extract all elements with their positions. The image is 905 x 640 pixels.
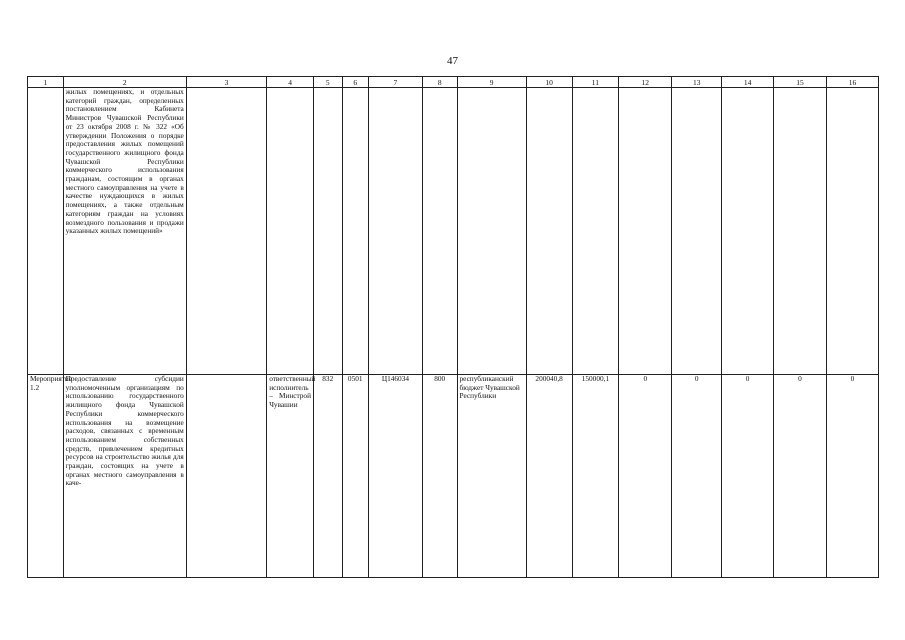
cell-amount: 150000,1: [572, 375, 619, 578]
cell-event: [28, 88, 64, 375]
cell: [572, 88, 619, 375]
cell-amount: 0: [672, 375, 722, 578]
cell: [526, 88, 572, 375]
cell-amount: 0: [774, 375, 827, 578]
cell-event: Мероприятие 1.2: [28, 375, 64, 578]
cell-source: республиканский бюджет Чувашской Республики: [457, 375, 526, 578]
table-header-row: [28, 77, 879, 88]
cell: [314, 88, 343, 375]
cell: [422, 88, 457, 375]
page-number: 47: [447, 55, 458, 67]
cell-description: жилых помещениях, и отдельных категорий граждан, определенных постановлением Кабинета Министров Чувашской Республики от 23 октября 2008 г. № 322 «Об утверждении Положения о порядке предоставления жилых помещений государственного жилищного фонда Чувашской Республики коммерческого использования гражданам, состоящим в органах местного самоуправления на учете в качестве нуждающихся в жилых помещениях, а также отдельным категориям граждан на условиях возмездного пользования и продажи указанных жилых помещений»: [63, 88, 186, 375]
cell-amount: 0: [722, 375, 774, 578]
col-header: 11: [572, 77, 619, 88]
col-header: 14: [722, 77, 774, 88]
col-header: 7: [368, 77, 422, 88]
cell: [368, 88, 422, 375]
cell: [267, 88, 314, 375]
col-header: 15: [774, 77, 827, 88]
cell: [826, 88, 878, 375]
cell-description: Предоставление субсидии уполномоченным организациям по использованию государственного жилищного фонда Чувашской Республики коммерческого использования на возмещение расходов, связанных с временным использованием собственных средств, привлечением кредитных ресурсов на строительство жилья для граждан, состоящих на учете в органах местного самоуправления в каче-: [63, 375, 186, 578]
cell-responsible: ответственный исполнитель – Минстрой Чувашии: [267, 375, 314, 578]
cell: [342, 88, 368, 375]
cell: [619, 88, 672, 375]
col-header: 16: [826, 77, 878, 88]
cell-code: Ц146034: [368, 375, 422, 578]
cell-amount: 0: [826, 375, 878, 578]
cell: [186, 88, 266, 375]
cell: [186, 375, 266, 578]
col-header: 9: [457, 77, 526, 88]
table-row: [28, 375, 879, 578]
cell-code: 800: [422, 375, 457, 578]
col-header: 2: [63, 77, 186, 88]
cell: [774, 88, 827, 375]
cell: [672, 88, 722, 375]
col-header: 8: [422, 77, 457, 88]
cell: [457, 88, 526, 375]
col-header: 3: [186, 77, 266, 88]
table-row: [28, 88, 879, 375]
col-header: 6: [342, 77, 368, 88]
col-header: 12: [619, 77, 672, 88]
cell-code: 832: [314, 375, 343, 578]
col-header: 5: [314, 77, 343, 88]
budget-table: [27, 76, 879, 578]
col-header: 13: [672, 77, 722, 88]
cell: [722, 88, 774, 375]
cell-amount: 0: [619, 375, 672, 578]
col-header: 4: [267, 77, 314, 88]
cell-amount: 200040,8: [526, 375, 572, 578]
col-header: 1: [28, 77, 64, 88]
cell-code: 0501: [342, 375, 368, 578]
col-header: 10: [526, 77, 572, 88]
